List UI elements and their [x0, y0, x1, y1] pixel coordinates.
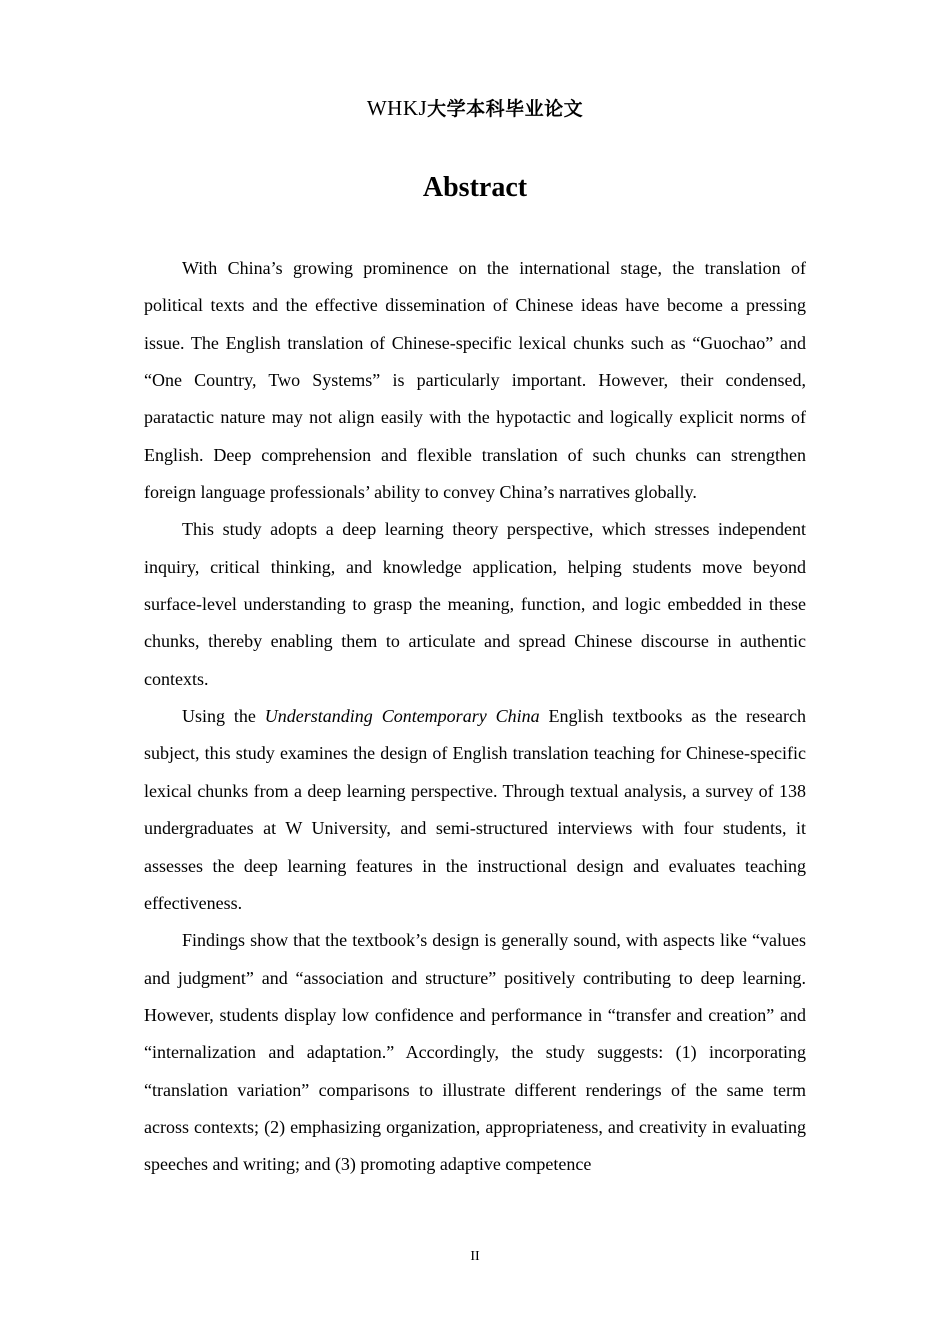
- header-prefix: WHKJ: [366, 96, 428, 120]
- abstract-title: Abstract: [422, 172, 528, 203]
- paragraph-1: With China’s growing prominence on the international stage, the translation of political texts and the effective dissemination of Chinese ideas have become a pressing issue. The English translation of Chinese-specific lexical chunks such as “Guochao” and “One Country, Two Systems” is particularly important. However, their condensed, paratactic nature may not align easily with the hypotactic and logically explicit norms of English. Deep comprehension and flexible translation of such chunks can strengthen foreign language professionals’ ability to convey China’s narratives globally.: [144, 258, 806, 503]
- paragraph-3: [144, 698, 806, 922]
- paragraph-3-start: Using the: [182, 706, 265, 727]
- paragraph-2: This study adopts a deep learning theory perspective, which stresses independent inquiry, critical thinking, and knowledge application, helping students move beyond surface-level understanding to grasp the meaning, function, and logic embedded in these chunks, thereby enabling them to articulate and spread Chinese discourse in authentic contexts.: [144, 519, 806, 689]
- running-header: [0, 94, 950, 123]
- page-number: II: [470, 1249, 480, 1264]
- header-title-cn: 大学本科毕业论文: [427, 98, 584, 120]
- paragraph-3-rest: English textbooks as the research subject, this study examines the design of English translation teaching for Chinese-specific lexical chunks from a deep learning perspective. Through textual analysis, a survey of 138 undergraduates at W University, and semi-structured interviews with four students, it assesses the deep learning features in the instructional design and evaluates teaching effectiveness.: [144, 706, 806, 913]
- paragraph-4: Findings show that the textbook’s design is generally sound, with aspects like “values and judgment” and “association and structure” positively contributing to deep learning. However, students display low confidence and performance in “transfer and creation” and “internalization and adaptation.” Accordingly, the study suggests: (1) incorporating “translation variation” comparisons to illustrate different renderings of the same term across contexts; (2) emphasizing organization, appropriateness, and creativity in evaluating speeches and writing; and (3) promoting adaptive competence: [144, 930, 806, 1175]
- abstract-body: [144, 250, 806, 1184]
- textbook-title: Understanding Contemporary China: [264, 706, 540, 727]
